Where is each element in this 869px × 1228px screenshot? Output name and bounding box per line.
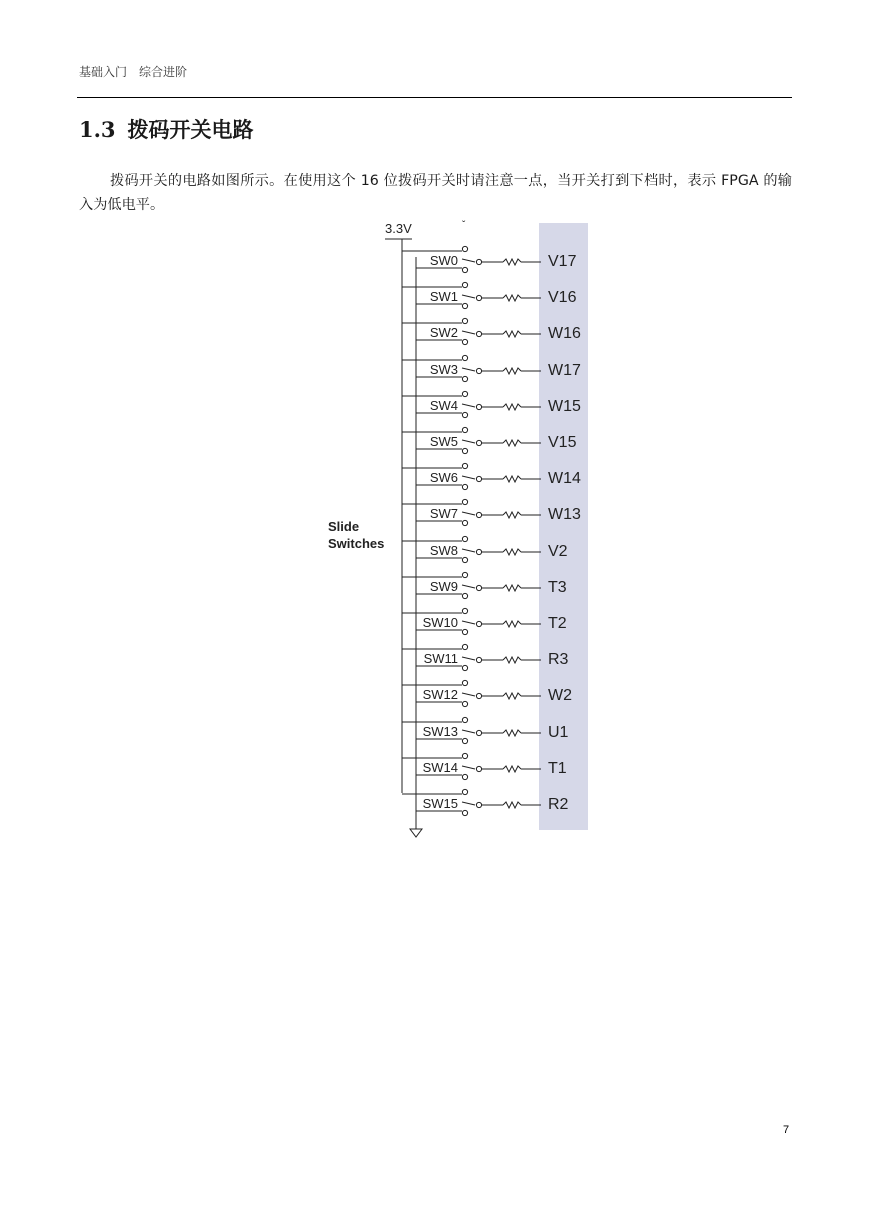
switch-label: SW8 (429, 543, 458, 558)
switch-label: SW5 (429, 434, 458, 449)
resistor-icon (503, 657, 521, 663)
supply-voltage-label: 3.3V (385, 221, 412, 236)
body-paragraph: 拨码开关的电路如图所示。在使用这个 16 位拨码开关时请注意一点，当开关打到下档时，表示 FPGA 的输入为低电平。 (79, 173, 792, 213)
section-title-text: 拨码开关电路 (127, 117, 254, 142)
resistor-icon (503, 802, 521, 808)
supply-arrow: ˇ (462, 220, 466, 231)
resistor-icon (503, 368, 521, 374)
resistor-icon (503, 512, 521, 518)
running-header: 基础入门 综合进阶 (79, 65, 188, 79)
switch-label: SW13 (422, 724, 458, 739)
resistor-icon (503, 440, 521, 446)
resistor-icon (503, 766, 521, 772)
fpga-pin-label: V17 (548, 253, 577, 270)
switch-label: SW9 (429, 579, 458, 594)
switch-label: SW14 (422, 760, 458, 775)
fpga-pin-label: W13 (548, 506, 581, 523)
fpga-pin-label: W2 (548, 687, 572, 704)
resistor-icon (503, 693, 521, 699)
resistor-icon (503, 331, 521, 337)
fpga-pin-label: W15 (548, 398, 581, 415)
switch-label: SW12 (422, 687, 458, 702)
fpga-pin-label: V16 (548, 289, 577, 306)
resistor-icon (503, 476, 521, 482)
fpga-pin-label: T2 (548, 615, 567, 632)
resistor-icon (503, 585, 521, 591)
section-number: 1.3 (79, 117, 116, 142)
fpga-pin-label: R3 (548, 651, 569, 668)
page-number: 7 (783, 1124, 790, 1136)
fpga-pin-label: W16 (548, 325, 581, 342)
fpga-pin-label: V2 (548, 543, 568, 560)
switch-label: SW10 (422, 615, 458, 630)
group-label-slide: Slide (328, 519, 360, 534)
fpga-pin-label: W14 (548, 470, 581, 487)
fpga-pin-label: T1 (548, 760, 567, 777)
fpga-pin-label: W17 (548, 362, 581, 379)
fpga-pin-label: T3 (548, 579, 567, 596)
resistor-icon (503, 549, 521, 555)
resistor-icon (503, 730, 521, 736)
switch-label: SW6 (429, 470, 458, 485)
switch-label: SW15 (422, 796, 458, 811)
switch-label: SW4 (429, 398, 458, 413)
switch-label: SW0 (429, 253, 458, 268)
fpga-pin-label: V15 (548, 434, 577, 451)
switch-label: SW1 (429, 289, 458, 304)
resistor-icon (503, 295, 521, 301)
resistor-icon (503, 259, 521, 265)
resistor-icon (503, 404, 521, 410)
fpga-pin-label: R2 (548, 796, 569, 813)
switch-label: SW11 (423, 651, 458, 666)
group-label-switches: Switches (328, 536, 385, 551)
resistor-icon (503, 621, 521, 627)
switch-label: SW3 (429, 362, 458, 377)
switch-label: SW2 (429, 325, 458, 340)
fpga-pin-label: U1 (548, 724, 569, 741)
switch-label: SW7 (429, 506, 458, 521)
